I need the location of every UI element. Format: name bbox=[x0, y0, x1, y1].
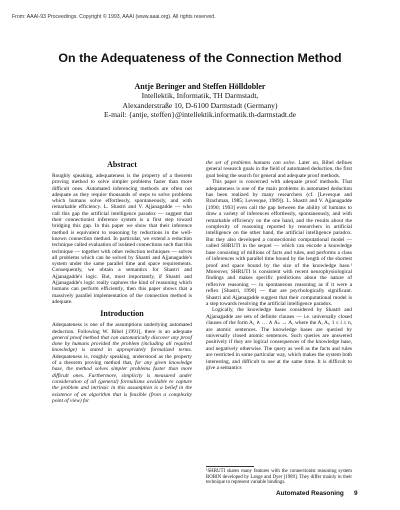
author-address: Alexanderstraße 10, D-6100 Darmstadt (Germany) bbox=[122, 100, 278, 110]
right-paragraph-1 bbox=[206, 160, 352, 179]
abstract-text: Roughly speaking, adequateness is the property of a theorem proving method to solve simpler problems faster than more difficult ones. Automated inferencing methods are often not adequate as they require thousands of steps to solve problems which humans solve effortlessly, spontaneously, and with remarkable efficiency. L. Shastri and V. Ajjanagadde — who call this gap the artificial intelligence paradox — suggest that their connectionist inference system is a first step toward bridging this gap. In this paper we show that their inference method is equivalent to reasoning by reductions in the well-known connection method. In particular, we extend a reduction technique called evaluation of isolated connections such that this technique — together with other reduction techniques — solves all problems which can be solved by Shastri and Ajjanagadde's system under the same parallel time and space requirements. Consequently, we obtain a semantics for Shastri and Ajjanagadde's logic. But, most importantly, if Shastri and Ajjanagadde's logic really captures the kind of reasoning which humans can perform efficiently, then this paper shows that a massively parallel implementation of the connection method is adequate. bbox=[52, 173, 192, 305]
author-names: Antje Beringer and Steffen Hölldobler bbox=[134, 82, 266, 91]
left-column bbox=[52, 160, 192, 404]
right-column bbox=[206, 160, 352, 371]
right-text-1: Later on, Bibel defines general research goals in the field of automated deduction, the first goal being the search for general and adequate proof methods. bbox=[206, 160, 352, 179]
author-institution: Intellektik, Informatik, TH Darmstadt, bbox=[141, 91, 259, 101]
right-emphasis-1: the set of problems humans can solve. bbox=[206, 160, 296, 166]
author-email: E-mail: {antje, steffen}@intellektik.informatik.th-darmstadt.de bbox=[103, 109, 297, 119]
right-paragraph-3: Logically, the knowledge bases considered by Shastri and Ajjanagadde are sets of definite clauses — i.e. universally closed clauses of the form A₁ ∧ … ∧ Aₙ → A, where the A, Aᵢ, 1 ≤ i ≤ n, are atomic sentences. The knowledge bases are queried by universally closed atomic sentences. Such queries are answered positively if they are logical consequences of the knowledge base, and negatively otherwise. The query as well as the facts and rules are restricted in some particular way, which makes the system both interesting, and difficult to use at the same time. It is difficult to give a semantics bbox=[206, 307, 352, 371]
page-number: 9 bbox=[354, 490, 358, 497]
paper-title: On the Adequateness of the Connection Method bbox=[58, 51, 342, 65]
copyright-note: From: AAAI-93 Proceedings. Copyright © 1993, AAAI (www.aaai.org). All rights reserved. bbox=[12, 14, 216, 20]
footnote: ¹SHRUTI shares many features with the connectionist reasoning system ROBIN developed by Lange and Dyer [1989]. They differ mainly in their technique to represent variable bindings. bbox=[206, 469, 352, 486]
intro-text-1: Adequateness is one of the assumptions underlying automated deduction. Following W. Bibel [1991], there is an adequate bbox=[52, 322, 192, 335]
right-paragraph-2: This paper is concerned with adequate proof methods. That adequateness is one of the main problems in automated deduction has been realized by many researchers (cf. [Levesque and Brachman, 1985; Levesque, 1989]). L. Shastri and V. Ajjanagadde [1990; 1993] even call the gap between the ability of humans to draw a variety of inferences effortlessly, spontaneously, and with remarkable efficiency on the one hand, and the results about the complexity of reasoning reported by researchers in artificial intelligence on the other hand, the artificial intelligence paradox. But they also developed a connectionist computational model — called SHRUTI in the sequel — which can encode a knowledge base consisting of millions of facts and rules, and performs a class of inferences with parallel time bound by the length of the shortest proof and space bound by the size of the knowledge base.¹ Moreover, SHRUTI is consistent with recent neurophysiological findings and makes specific predictions about the nature of reflexive reasoning — in spontaneous reasoning as if it were a reflex [Shastri, 1990] — that are psychologically significant. Shastri and Ajjanagadde suggest that their computational model is a step towards resolving the artificial intelligence paradox. bbox=[206, 179, 352, 307]
footer-section-label: Automated Reasoning bbox=[276, 490, 344, 497]
abstract-heading: Abstract bbox=[107, 160, 137, 169]
intro-emphasis-2: for any given knowledge base, the method solves simpler problems faster than more difficult ones. Furthermore, simplicity is measured under consideration of all (general) formalisms available to capture the problem and intrinsic in this assumption is a belief in the existence of an algorithm that is feasible (from a complexity point of view) for bbox=[52, 360, 192, 404]
introduction-paragraph bbox=[52, 322, 192, 404]
intro-text-2: Adequateness is, roughly speaking, understood as the property of a theorem proving method that, bbox=[52, 353, 192, 367]
introduction-heading: Introduction bbox=[100, 309, 144, 319]
footnote-divider bbox=[206, 466, 254, 467]
intro-emphasis-1: general proof method that can automatically discover any proof done by humans provided the problem (including all required knowledge) is stated in appropriately formalized terms. bbox=[52, 334, 192, 354]
author-block bbox=[0, 82, 400, 119]
